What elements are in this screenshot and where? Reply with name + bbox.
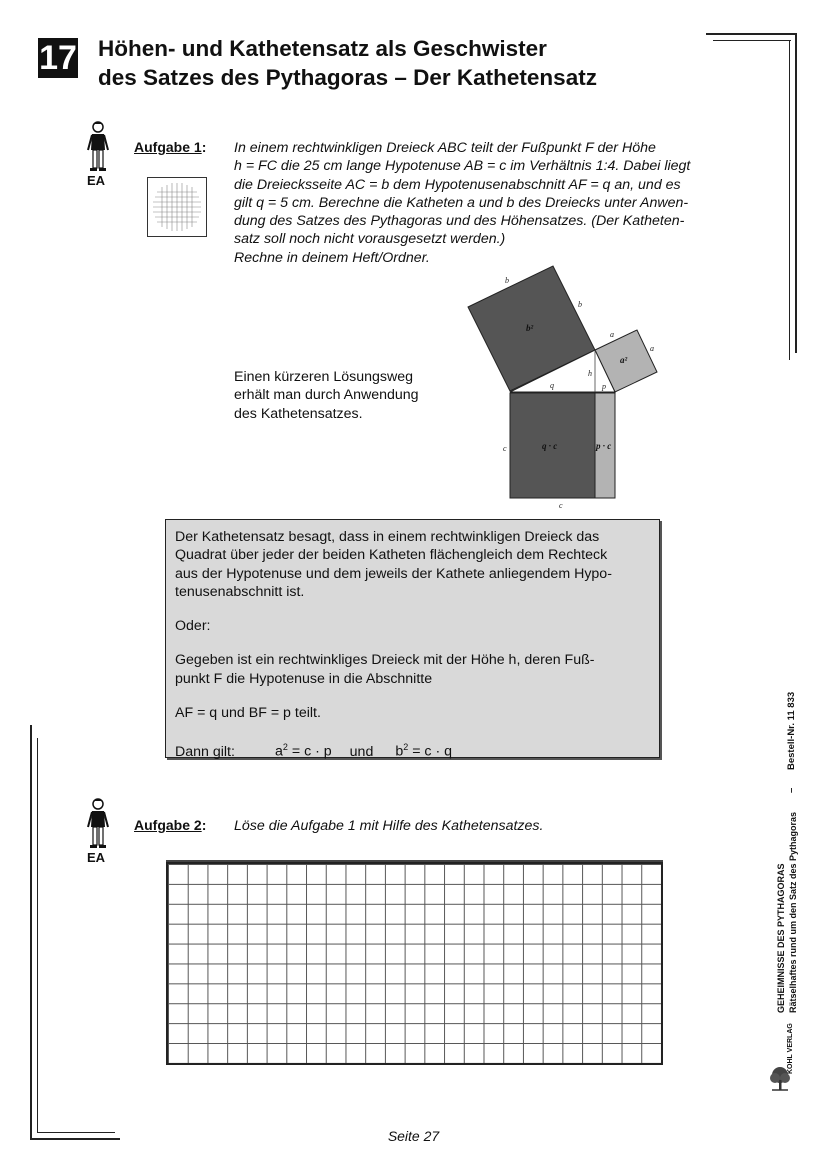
label-b-right: b: [578, 300, 582, 309]
frame-bottom-left-v1: [30, 725, 32, 1140]
page-title: [98, 34, 597, 92]
task1-line: satz soll noch nicht vorausgesetzt werden.): [234, 231, 506, 248]
label-p: p: [602, 382, 606, 391]
definition-line: Gegeben ist ein rechtwinkliges Dreieck mit der Höhe h, deren Fuß-: [175, 652, 595, 669]
sidebar-book-subtitle: [788, 812, 798, 1013]
task1-text: [234, 139, 734, 267]
formula2-exp: 2: [403, 742, 409, 753]
definition-line: Quadrat über jeder der beiden Katheten flächengleich dem Rechteck: [175, 547, 608, 564]
label-qc: q · c: [542, 441, 558, 451]
task2-colon: :: [201, 817, 207, 833]
label-a-top: a: [610, 330, 614, 339]
title-line-2: des Satzes des Pythagoras – Der Kathetensatz: [98, 65, 597, 90]
sidebar-dash-text: –: [786, 787, 797, 793]
chapter-number: 17: [39, 39, 77, 77]
title-line-1: Höhen- und Kathetensatz als Geschwister: [98, 36, 547, 61]
frame-top-right-h2: [713, 40, 791, 41]
label-b-square: b²: [526, 323, 534, 333]
frame-top-right-h1: [706, 33, 796, 35]
task1-line: Rechne in deinem Heft/Ordner.: [234, 249, 430, 266]
person-icon: [86, 120, 110, 172]
book-subtitle: Rätselhaftes rund um den Satz des Pythagoras: [788, 811, 798, 1013]
label-c-bottom: c: [559, 501, 563, 510]
grid-thumbnail-icon: [147, 177, 207, 237]
task1-line: die Dreiecksseite AC = b dem Hypotenusenabschnitt AF = q an, und es: [234, 176, 681, 193]
definition-line: tenusenabschnitt ist.: [175, 583, 305, 600]
publisher-name: KOHL VERLAG: [787, 1023, 794, 1074]
formula-lead: Dann gilt:: [175, 744, 235, 761]
label-pc: p · c: [596, 441, 612, 451]
frame-top-right-v1: [795, 33, 797, 353]
task2-text: Löse die Aufgabe 1 mit Hilfe des Kathetensatzes.: [234, 818, 544, 834]
hint-line: Einen kürzeren Lösungsweg: [234, 369, 414, 385]
definition-segments: AF = q und BF = p teilt.: [175, 705, 321, 722]
label-h: h: [588, 369, 592, 378]
definition-oder: Oder:: [175, 618, 211, 635]
definition-box: [165, 519, 660, 761]
hint-text: [234, 368, 454, 423]
tree-logo-icon: [768, 1066, 792, 1092]
label-q: q: [550, 381, 554, 390]
task1-colon: :: [201, 139, 207, 155]
definition-line: Der Kathetensatz besagt, dass in einem rechtwinkligen Dreieck das: [175, 529, 600, 545]
task1-label: Aufgabe 1: [134, 139, 202, 155]
formula2-base: b: [395, 744, 404, 761]
book-title: GEHEIMNISSE DES PYTHAGORAS: [776, 863, 786, 1013]
sidebar-dash: [786, 788, 797, 793]
hint-line: erhält man durch Anwendung: [234, 387, 419, 404]
task1-line: h = FC die 25 cm lange Hypotenuse AB = c im Verhältnis 1:4. Dabei liegt: [234, 158, 691, 175]
answer-grid[interactable]: [166, 862, 663, 1065]
task2-label: Aufgabe 2: [134, 817, 202, 833]
label-a-square: a²: [620, 355, 628, 365]
person-icon: [86, 797, 110, 849]
formula2-rest: = c · q: [408, 744, 453, 761]
definition-line: aus der Hypotenuse und dem jeweils der Kathete anliegendem Hypo-: [175, 565, 612, 582]
definition-formula: [175, 738, 655, 761]
sidebar-order-number: [786, 692, 797, 770]
formula1-rest: = c · p: [287, 744, 332, 761]
hint-line: des Kathetensatzes.: [234, 405, 363, 422]
order-number: Bestell-Nr. 11 833: [786, 691, 797, 770]
label-b-top: b: [505, 276, 509, 285]
formula1-base: a: [275, 744, 283, 761]
kathetensatz-figure: [460, 262, 670, 514]
formula-and: und: [349, 744, 374, 761]
task1-line: In einem rechtwinkligen Dreieck ABC teilt der Fußpunkt F der Höhe: [234, 140, 656, 156]
page-number: Seite 27: [387, 1128, 440, 1144]
frame-bottom-left-v2: [37, 738, 38, 1133]
ea-label-2: EA: [87, 850, 106, 865]
task2-heading: [134, 817, 206, 835]
label-a-right: a: [650, 344, 654, 353]
definition-line: punkt F die Hypotenuse in die Abschnitte: [175, 670, 433, 687]
frame-top-right-v2: [789, 40, 790, 360]
task1-heading: [134, 139, 206, 157]
label-c-left: c: [503, 444, 507, 453]
formula1-exp: 2: [282, 742, 288, 753]
ea-label-1: EA: [87, 173, 106, 188]
sidebar-book-title: [776, 863, 786, 1013]
task1-line: dung des Satzes des Pythagoras und des Höhensatzes. (Der Katheten-: [234, 213, 685, 230]
task1-line: gilt q = 5 cm. Berechne die Katheten a und b des Dreiecks unter Anwen-: [234, 194, 689, 211]
